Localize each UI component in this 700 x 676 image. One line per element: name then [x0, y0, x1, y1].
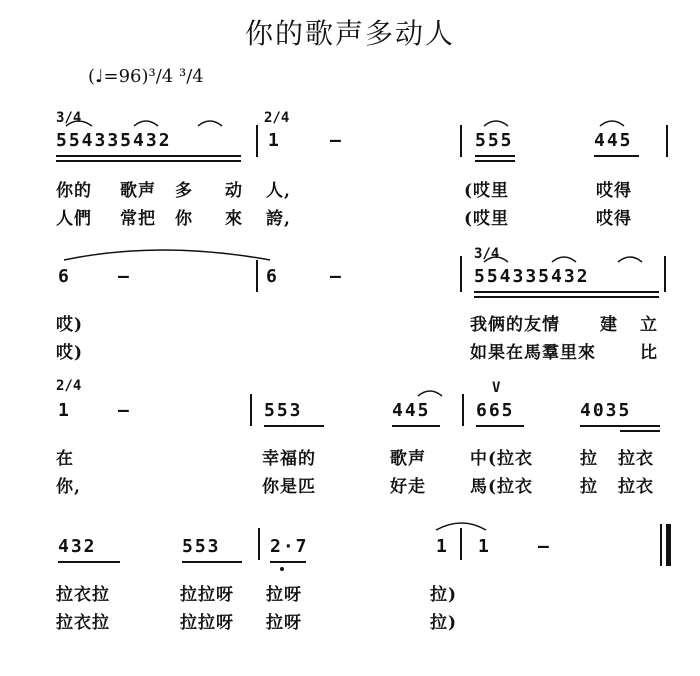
measure-notes: 554335432: [474, 266, 590, 287]
measure-notes: 6: [58, 266, 71, 287]
slur: [198, 121, 222, 126]
lyric: 拉衣: [618, 449, 654, 469]
measure-notes: 6: [266, 266, 279, 287]
measure-notes: 445: [392, 400, 431, 421]
lyric: 多: [175, 181, 193, 201]
sustain-dash: —: [330, 266, 343, 287]
measure-notes: 432: [58, 536, 97, 557]
measure-notes: 1: [478, 536, 491, 557]
slur: [66, 121, 92, 126]
lyric: 你是匹: [262, 477, 316, 497]
lyric: 在: [56, 449, 74, 469]
lyric: 你: [175, 209, 193, 229]
lyric: (哎里: [464, 209, 510, 229]
lyric: 你,: [56, 477, 81, 497]
slur: [484, 257, 508, 262]
measure-notes: 555: [475, 130, 514, 151]
lyric: 比: [640, 343, 658, 363]
slur: [418, 391, 442, 396]
measure-notes: 1: [58, 400, 71, 421]
lyric: 哎得: [596, 209, 632, 229]
sustain-dash: —: [118, 266, 131, 287]
time-signature: 2/4: [56, 378, 82, 394]
slur: [552, 257, 576, 262]
lyric: 拉拉呀: [180, 585, 234, 605]
lyric: 中(拉衣: [470, 449, 534, 469]
lyric: 來: [225, 209, 243, 229]
octave-dot: [280, 567, 284, 571]
lyric: 拉呀: [266, 613, 302, 633]
lyric: 我俩的友情: [470, 315, 560, 335]
lyric: 拉: [580, 449, 598, 469]
lyric: 立: [640, 315, 658, 335]
lyric: (哎里: [464, 181, 510, 201]
measure-notes: 1: [436, 536, 449, 557]
lyric: 幸福的: [262, 449, 316, 469]
lyric: 如果在馬羣里來: [470, 343, 596, 363]
tempo-marking: (♩=96)³/4 ³/4: [88, 66, 204, 87]
song-title: 你的歌声多动人: [244, 17, 455, 50]
measure-notes: 1: [268, 130, 281, 151]
lyric: 拉衣: [618, 477, 654, 497]
time-signature: 3/4: [56, 110, 82, 126]
measure-notes: 445: [594, 130, 633, 151]
measure-notes: 553: [264, 400, 303, 421]
lyric: 拉: [580, 477, 598, 497]
lyric: 拉): [430, 585, 458, 605]
lyric: 动: [225, 181, 243, 201]
lyric: 拉衣拉: [56, 585, 110, 605]
slur: [134, 121, 158, 126]
lyric: 建: [600, 315, 618, 335]
lyric: 拉): [430, 613, 458, 633]
time-signature: 2/4: [264, 110, 290, 126]
measure-notes: 553: [182, 536, 221, 557]
lyric: 你的: [56, 181, 92, 201]
tie: [436, 523, 486, 530]
lyric: 好走: [390, 477, 426, 497]
tie: [64, 250, 270, 260]
measure-notes: 2·7: [270, 536, 309, 557]
time-signature: 3/4: [474, 246, 500, 262]
lyric: 哎): [56, 343, 84, 363]
sustain-dash: —: [538, 536, 551, 557]
lyric: 哎): [56, 315, 84, 335]
measure-notes: 554335432: [56, 130, 172, 151]
lyric: 誇,: [266, 209, 291, 229]
lyric: 拉呀: [266, 585, 302, 605]
lyric: 歌声: [120, 181, 156, 201]
lyric: 拉衣拉: [56, 613, 110, 633]
measure-notes: 665: [476, 400, 515, 421]
lyric: 拉拉呀: [180, 613, 234, 633]
lyric: 哎得: [596, 181, 632, 201]
measure-notes: 4035: [580, 400, 632, 421]
sustain-dash: —: [118, 400, 131, 421]
breath-mark: V: [492, 380, 503, 396]
slur: [600, 121, 624, 126]
sustain-dash: —: [330, 130, 343, 151]
lyric: 歌声: [390, 449, 426, 469]
lyric: 人們: [56, 209, 92, 229]
lyric: 常把: [120, 209, 156, 229]
lyric: 馬(拉衣: [470, 477, 534, 497]
lyric: 人,: [266, 181, 291, 201]
slur: [618, 257, 642, 262]
slur: [484, 121, 508, 126]
